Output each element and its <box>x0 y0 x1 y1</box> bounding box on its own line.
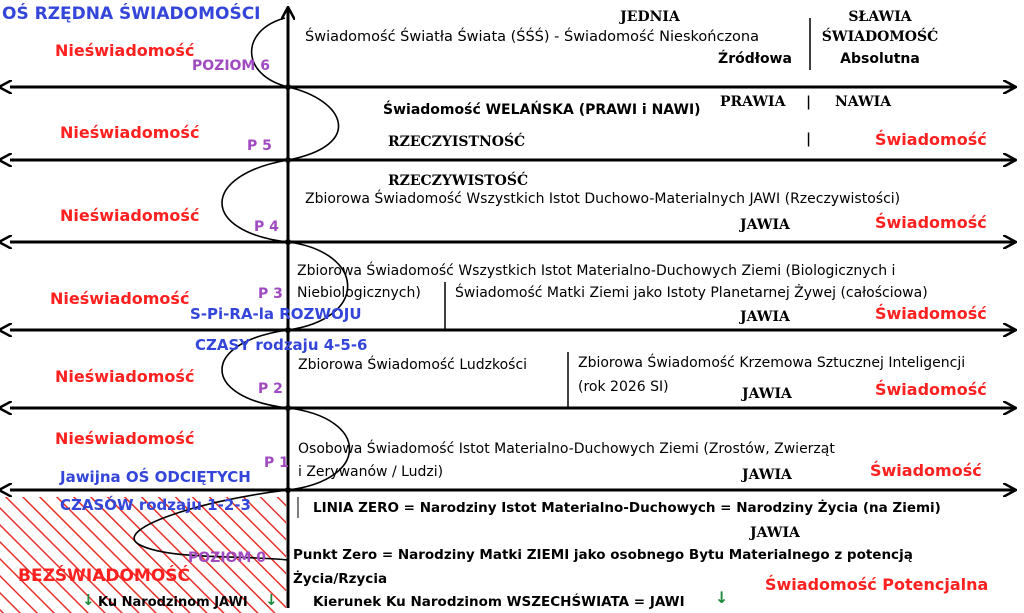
level-5-label: P 5 <box>247 138 272 154</box>
unconscious-label-6: Nieświadomość <box>55 41 195 60</box>
unconscious-label-5: Nieświadomość <box>60 123 200 142</box>
jednia-label: JEDNIA <box>620 9 680 25</box>
down-arrow-icon: ↓ <box>715 588 729 607</box>
ai-consciousness-line1: Zbiorowa Świadomość Krzemowa Sztucznej Inteligencji <box>578 355 966 371</box>
horizontal-axis-title: Jawijna OŚ ODCIĘTYCH <box>60 468 251 486</box>
level-2-label: P 2 <box>258 381 283 397</box>
point-zero-line1: Punkt Zero = Narodziny Matki ZIEMI jako osobnego Bytu Materialnego z potencją <box>293 547 913 563</box>
unconscious-label-1: Nieświadomość <box>55 429 195 448</box>
consciousness-label-5: Świadomość <box>875 130 987 149</box>
consciousness-label-2: Świadomość <box>875 380 987 399</box>
toward-jawi-label: Ku Narodzinom JAWI <box>98 595 248 610</box>
universe-direction: Kierunek Ku Narodzinom WSZECHŚWIATA = JAWI <box>313 594 685 610</box>
jawia-label-3: JAWIA <box>740 309 790 325</box>
level-3-label: P 3 <box>258 286 283 302</box>
spiral-title: S-Pi-RA-la ROZWOJU <box>190 305 362 323</box>
nawia-label: NAWIA <box>835 94 892 110</box>
level-4-label: P 4 <box>254 219 279 235</box>
level-1-point <box>285 487 291 493</box>
down-arrow-icon-axis: ↓ <box>265 591 278 609</box>
separator-bar: | <box>806 94 812 110</box>
band6-text: Świadomość Światła Świata (ŚŚŚ) - Świadomość Nieskończona <box>305 29 760 45</box>
unconscious-label-2: Nieświadomość <box>55 367 195 386</box>
human-consciousness: Zbiorowa Świadomość Ludzkości <box>298 357 528 373</box>
separator-bar-2: | <box>806 131 812 147</box>
zero-line-text: LINIA ZERO = Narodziny Istot Materialno-Duchowych = Narodziny Życia (na Ziemi) <box>313 500 941 516</box>
prawia-label: PRAWIA <box>720 94 786 110</box>
consciousness-label-4: Świadomość <box>875 213 987 232</box>
band4-text: Zbiorowa Świadomość Wszystkich Istot Duchowo-Materialnych JAWI (Rzeczywistości) <box>305 191 901 207</box>
band3-earth-text: Świadomość Matki Ziemi jako Istoty Planetarnej Żywej (całościowa) <box>455 285 928 301</box>
band6-source: Źródłowa <box>718 51 792 67</box>
vertical-axis-title: OŚ RZĘDNA ŚWIADOMOŚCI <box>2 4 261 24</box>
band3-text-line2: Niebiologicznych) <box>297 285 421 301</box>
ai-consciousness-line2: (rok 2026 SI) <box>578 379 669 395</box>
band1-text-line2: i Zerywanów / Ludzi) <box>298 464 444 480</box>
welan-label: Świadomość WELAŃSKA (PRAWI i NAWI) <box>383 102 701 118</box>
level-1-label: P 1 <box>264 455 289 471</box>
horizontal-axis-subtitle: CZASÓW rodzaju 1-2-3 <box>60 496 251 514</box>
unconscious-label-3: Nieświadomość <box>50 289 190 308</box>
level-6-point <box>285 84 291 90</box>
down-arrow-icon-left: ↓ <box>82 591 95 609</box>
level-0-label: POZIOM 0 <box>188 550 266 566</box>
band3-text-line1: Zbiorowa Świadomość Wszystkich Istot Materialno-Duchowych Ziemi (Biologicznych i <box>297 263 896 279</box>
level-4-point <box>285 239 291 245</box>
jawia-label-2: JAWIA <box>742 386 792 402</box>
point-zero-line2: Życia/Rzycia <box>293 571 388 587</box>
unconscious-label-4: Nieświadomość <box>60 206 200 225</box>
consciousness-label-3: Świadomość <box>875 304 987 323</box>
slawia-absolute: Absolutna <box>840 51 920 67</box>
slawia-consciousness: ŚWIADOMOŚĆ <box>821 29 939 45</box>
consciousness-label-1: Świadomość <box>870 461 982 480</box>
jawia-label-1: JAWIA <box>742 467 792 483</box>
level-2-point <box>285 405 291 411</box>
band1-text-line1: Osobowa Świadomość Istot Materialno-Duchowych Ziemi (Zrostów, Zwierząt <box>298 441 835 457</box>
rzeczyistnosc-label: RZECZYISTNOŚĆ <box>388 134 526 150</box>
potential-consciousness: Świadomość Potencjalna <box>765 575 989 594</box>
jawia-label-0: JAWIA <box>750 525 800 541</box>
spiral-subtitle: CZASY rodzaju 4-5-6 <box>195 336 368 354</box>
beyond-consciousness-label: BEZŚWIADOMOŚĆ <box>18 566 191 586</box>
level-5-point <box>285 157 291 163</box>
slawia-label: SŁAWIA <box>848 9 912 25</box>
jawia-label-4: JAWIA <box>740 217 790 233</box>
level-3-point <box>285 327 291 333</box>
rzeczywistosc-label: RZECZYWISTOŚĆ <box>388 173 529 189</box>
level-6-label: POZIOM 6 <box>192 58 270 74</box>
